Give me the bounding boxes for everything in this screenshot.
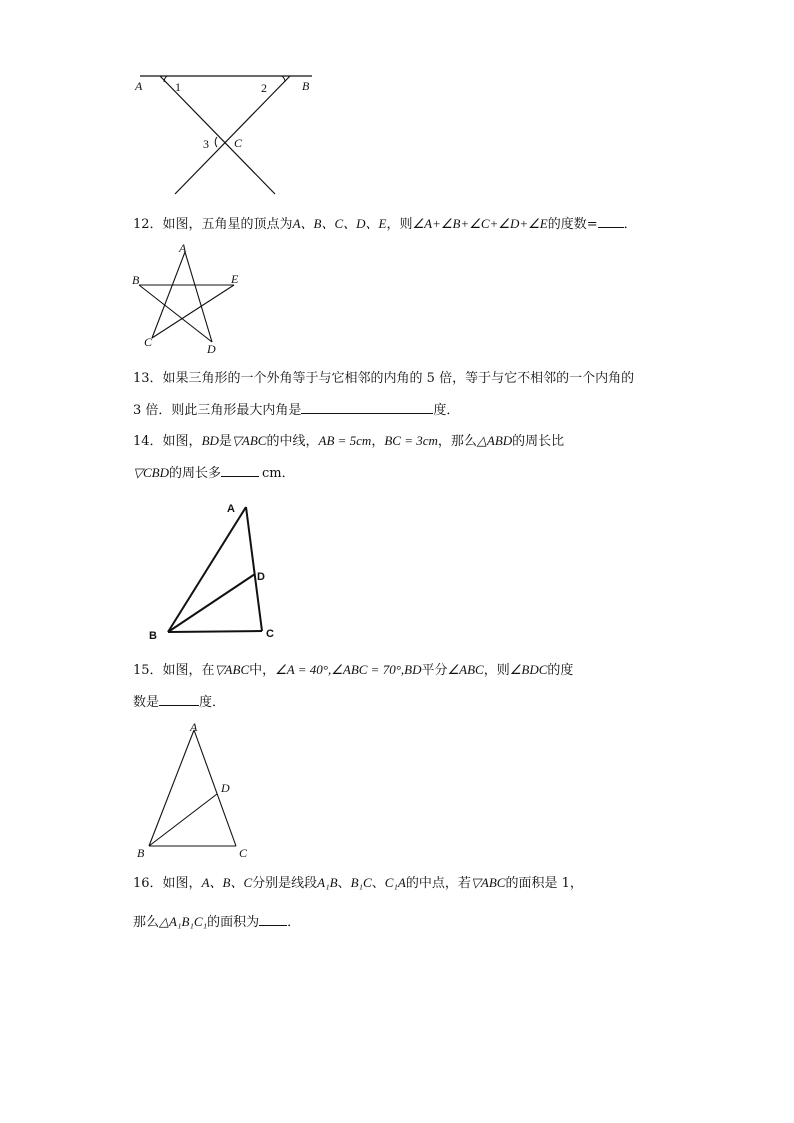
question-14-line2	[133, 463, 295, 483]
fig15-label-c: C	[239, 846, 248, 860]
fig15-label-b: B	[137, 846, 145, 860]
question-16-line2	[133, 912, 300, 932]
question-text: 那么	[133, 915, 160, 930]
question-13	[133, 370, 634, 388]
question-text: 的中线，	[266, 434, 319, 449]
fig12-label-b: B	[132, 273, 140, 287]
triangle-cbd: ▽CBD	[133, 465, 169, 480]
fig11-label-1: 1	[175, 80, 181, 94]
segment-bd: BD	[201, 433, 219, 448]
question-text: 度．	[199, 695, 226, 710]
figure-angles-abc	[130, 66, 330, 201]
question-text: 平分	[421, 663, 448, 678]
answer-blank[interactable]	[221, 463, 259, 477]
answer-blank[interactable]	[598, 214, 624, 228]
question-text: 、	[337, 876, 351, 891]
question-text: 分别是线段	[252, 876, 318, 891]
fig11-label-c: C	[234, 136, 243, 150]
triangle-abc: ▽ABC	[214, 662, 250, 677]
fig14-label-b: B	[149, 630, 157, 642]
figure-pentagram	[130, 240, 250, 360]
fig14-label-d: D	[257, 571, 265, 583]
points-abc: A、B、C	[201, 875, 253, 890]
fig12-label-c: C	[144, 335, 153, 349]
question-text: ．	[623, 217, 637, 232]
question-text: cm．	[262, 466, 295, 481]
question-number: 13．	[133, 371, 163, 386]
fig11-label-3: 3	[203, 137, 209, 151]
question-text: 中，	[249, 663, 276, 678]
segment-b1c: B₁C	[350, 875, 372, 890]
question-text: ，则	[483, 663, 510, 678]
fig12-label-e: E	[231, 272, 239, 286]
figure-triangle-bisector	[130, 718, 270, 863]
question-12	[133, 214, 637, 234]
figure-triangle-median	[145, 500, 285, 645]
answer-blank[interactable]	[159, 692, 199, 706]
fig12-label-a: A	[179, 241, 187, 255]
question-text: ．	[287, 915, 301, 930]
triangle-abd: △ABD	[476, 433, 513, 448]
fig14-label-c: C	[266, 628, 274, 640]
question-text: ，那么	[437, 434, 477, 449]
fig11-label-b: B	[302, 79, 310, 93]
question-text: 的周长比	[512, 434, 565, 449]
question-text: 3 倍．则此三角形最大内角是	[133, 403, 302, 418]
question-text: 的中点，若	[405, 876, 471, 891]
question-text: 的度	[547, 663, 574, 678]
question-14	[133, 432, 564, 451]
segment-c1a: C₁A	[384, 875, 406, 890]
question-text: 如图，五角星的顶点为	[162, 217, 293, 232]
fig12-label-d: D	[207, 342, 216, 356]
question-text: 的度数=	[547, 217, 598, 232]
question-text: ，	[371, 434, 385, 449]
length-bc: BC = 3cm	[384, 433, 438, 448]
question-text: 如图，	[162, 434, 202, 449]
segment-a1b: A₁B	[317, 875, 338, 890]
question-text: 、	[371, 876, 385, 891]
question-text: ，则	[386, 217, 413, 232]
angle-conditions: ∠A = 40°,∠ABC = 70°,BD	[275, 662, 422, 677]
triangle-abc: ▽ABC	[231, 433, 267, 448]
answer-blank[interactable]	[259, 912, 287, 926]
question-number: 15．	[133, 663, 163, 678]
question-15-line2	[133, 692, 225, 712]
angle-bdc: ∠BDC	[509, 662, 548, 677]
question-number: 16．	[133, 876, 163, 891]
question-13-line2	[133, 400, 459, 420]
question-text: 是	[218, 434, 232, 449]
question-text: 如图，	[162, 876, 202, 891]
question-text: 的周长多	[169, 466, 222, 481]
question-number: 12．	[133, 217, 163, 232]
question-text: 数是	[133, 695, 160, 710]
angle-abc: ∠ABC	[447, 662, 484, 677]
fig15-label-d: D	[221, 781, 230, 795]
question-text: 的面积是 1，	[505, 876, 583, 891]
question-text: 度．	[433, 403, 460, 418]
angle-sum-expression: ∠A+∠B+∠C+∠D+∠E	[412, 216, 548, 231]
question-15	[133, 661, 573, 680]
question-text: 的面积为	[207, 915, 260, 930]
fig15-label-a: A	[190, 720, 198, 734]
fig14-label-a: A	[227, 503, 235, 515]
vertex-list: A、B、C、D、E	[292, 216, 387, 231]
question-text: 如果三角形的一个外角等于与它相邻的内角的 5 倍，等于与它不相邻的一个内角的	[162, 371, 635, 386]
question-16	[133, 874, 583, 893]
triangle-abc: ▽ABC	[470, 875, 506, 890]
question-number: 14．	[133, 434, 163, 449]
question-text: 如图，在	[162, 663, 215, 678]
answer-blank[interactable]	[301, 400, 433, 414]
fig11-label-a: A	[135, 79, 143, 93]
length-ab: AB = 5cm	[318, 433, 372, 448]
triangle-a1b1c1: △A₁B₁C₁	[159, 914, 208, 929]
fig11-label-2: 2	[261, 81, 267, 95]
